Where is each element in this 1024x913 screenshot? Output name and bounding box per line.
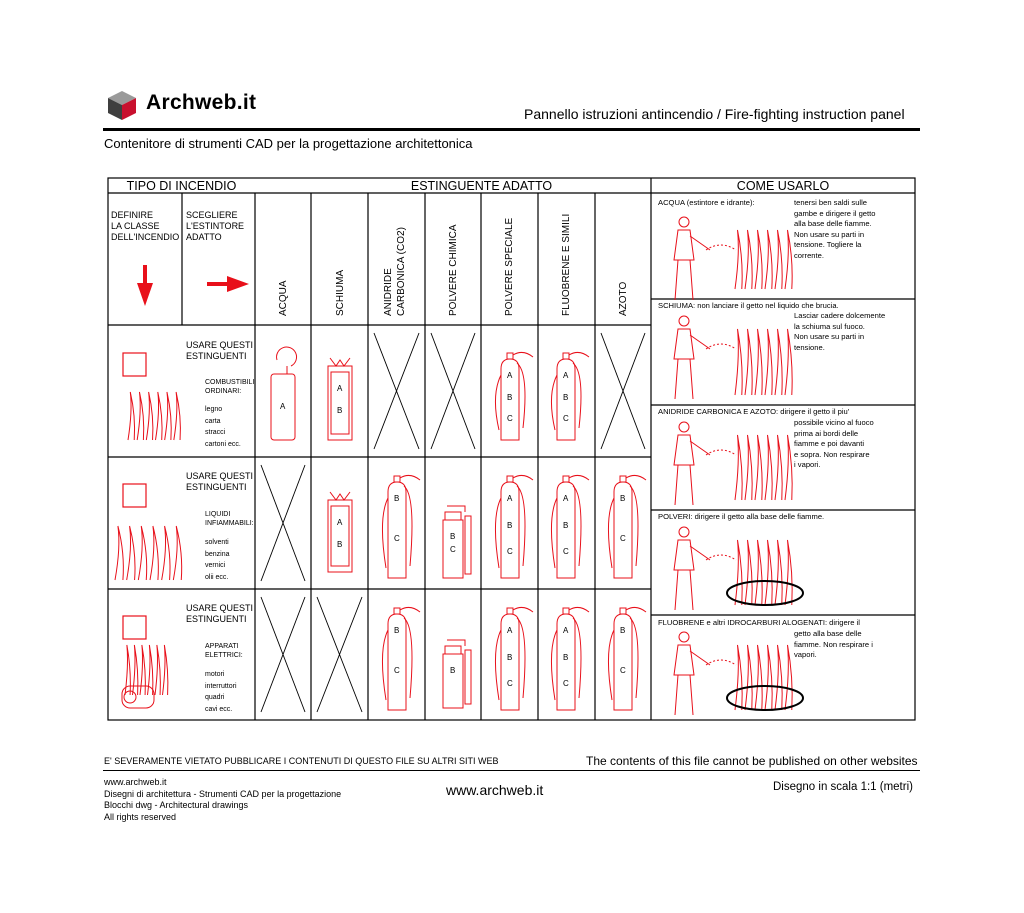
extinguisher-cylinder-icon (495, 475, 533, 578)
instr-fluobrene-title: FLUOBRENE e altri IDROCARBURI ALOGENATI: dirigere il (658, 618, 860, 627)
class-letter: A (563, 626, 569, 635)
row1-items: legno carta stracci cartoni ecc. (205, 406, 241, 448)
class-letter: C (450, 545, 456, 554)
spray-jet-icon (706, 450, 736, 455)
flame-icon (735, 435, 792, 500)
col-azoto: AZOTO (618, 281, 629, 316)
row3-items: motori interruttori quadri cavi ecc. (205, 671, 237, 713)
row2-use-label: USARE QUESTI ESTINGUENTI (186, 471, 254, 492)
row1-use-label: USARE QUESTI ESTINGUENTI (186, 340, 254, 361)
class-letter: A (563, 494, 569, 503)
header-extinguisher: ESTINGUENTE ADATTO (410, 179, 553, 193)
class-letter: B (507, 520, 513, 530)
brand-name[interactable]: Archweb.it (146, 91, 257, 114)
instr-acqua-title: ACQUA (estintore e idrante): (658, 198, 755, 207)
extinguisher-cylinder-icon (608, 607, 646, 710)
class-letter: B (620, 494, 626, 503)
flame-icon (735, 540, 792, 605)
class-letter: B (563, 392, 569, 402)
instr-co2-body: possibile vicino al fuoco prima ai bordi delle fiamme e poi davanti e sopra. Non respirare i vapori. (794, 418, 874, 469)
row2-items: solventi benzina vernici olii ecc. (205, 539, 230, 581)
col-schiuma: SCHIUMA (335, 269, 346, 316)
instr-polveri-title: POLVERI: dirigere il getto alla base delle fiamme. (658, 512, 825, 521)
flame-icon (115, 526, 182, 580)
flame-icon (125, 645, 168, 695)
class-letter: A (563, 371, 569, 380)
class-letter: B (337, 540, 343, 549)
instr-acqua-body: tenersi ben saldi sulle gambe e dirigere il getto alla base delle fiamme. Non usare su parti in tensione. Togliere la corrente. (794, 198, 876, 260)
scale-note: Disegno in scala 1:1 (metri) (773, 781, 913, 793)
class-letter: C (620, 534, 626, 543)
col-polvere-speciale: POLVERE SPECIALE (504, 217, 515, 316)
extinguisher-cylinder-icon (382, 607, 420, 710)
class-letter: B (620, 626, 626, 635)
class-letter: B (337, 406, 343, 415)
col-define-class: DEFINIRE LA CLASSE DELL'INCENDIO (111, 210, 180, 242)
col-fluobrene: FLUOBRENE E SIMILI (561, 213, 572, 316)
flame-icon (735, 230, 792, 289)
class-letter: C (394, 666, 400, 675)
water-extinguisher-icon (271, 347, 297, 440)
row1-fire-type: COMBUSTIBILI ORDINARI: (205, 379, 255, 395)
instr-schiuma-title: SCHIUMA: non lanciare il getto nel liquido che brucia. (658, 301, 839, 310)
spray-jet-icon (706, 660, 736, 665)
class-letter: C (620, 666, 626, 675)
notice-italian: E' SEVERAMENTE VIETATO PUBBLICARE I CONTENUTI DI QUESTO FILE SU ALTRI SITI WEB (104, 756, 499, 766)
footer-info: www.archweb.it Disegni di architettura - Strumenti CAD per la progettazione Blocchi dwg - Architectural drawings All rights reserved (104, 777, 342, 822)
extinguisher-cylinder-icon (495, 607, 533, 710)
chemical-extinguisher-icon (443, 640, 471, 708)
chemical-extinguisher-icon (443, 506, 471, 578)
spray-jet-icon (706, 245, 736, 250)
class-letter: C (394, 534, 400, 543)
header-fire-type: TIPO DI INCENDIO (126, 179, 237, 193)
page-subtitle: Contenitore di strumenti CAD per la progettazione architettonica (104, 136, 473, 151)
col-acqua: ACQUA (278, 280, 289, 316)
footer-link[interactable]: www.archweb.it (104, 777, 167, 787)
class-letter: B (394, 626, 400, 635)
firefighter-figure-icon (674, 316, 710, 399)
header-how-to-use: COME USARLO (736, 179, 830, 193)
notice-english: The contents of this file cannot be published on other websites (586, 754, 918, 768)
spray-jet-icon (706, 344, 736, 349)
panel-title: Pannello istruzioni antincendio / Fire-fighting instruction panel (524, 106, 905, 122)
class-letter: B (507, 392, 513, 402)
extinguisher-cylinder-icon (382, 475, 420, 578)
firefighter-figure-icon (674, 527, 710, 610)
class-letter: C (507, 679, 513, 689)
foam-extinguisher-icon (328, 358, 352, 440)
class-letter: A (507, 626, 513, 635)
class-letter: B (563, 652, 569, 662)
class-letter: A (507, 371, 513, 380)
firefighter-figure-icon (674, 217, 710, 300)
spray-jet-icon (706, 555, 736, 560)
footer-site-link[interactable]: www.archweb.it (446, 782, 544, 798)
class-letter: A (280, 402, 286, 411)
class-letter: B (507, 652, 513, 662)
flame-icon (735, 645, 792, 710)
firefighter-figure-icon (674, 632, 710, 715)
col-choose-extinguisher: SCEGLIERE L'ESTINTORE ADATTO (186, 210, 245, 242)
class-letter: B (563, 520, 569, 530)
flame-icon (128, 392, 180, 440)
class-letter: A (507, 494, 513, 503)
class-letter: C (563, 547, 569, 557)
extinguisher-cylinder-icon (551, 352, 589, 440)
class-letter: A (337, 518, 343, 527)
col-carbonica: CARBONICA (CO2) (396, 227, 407, 316)
instr-co2-title: ANIDRIDE CARBONICA E AZOTO: dirigere il getto il piu' (658, 407, 850, 416)
extinguisher-cylinder-icon (495, 352, 533, 440)
col-polvere-chimica: POLVERE CHIMICA (448, 224, 459, 316)
col-anidride: ANIDRIDE (383, 268, 394, 316)
row3-use-label: USARE QUESTI ESTINGUENTI (186, 603, 254, 624)
class-letter: B (394, 494, 400, 503)
flame-icon (735, 329, 792, 395)
extinguisher-cylinder-icon (551, 475, 589, 578)
footer-rule (103, 770, 920, 771)
class-letter: C (507, 547, 513, 557)
class-letter: C (563, 414, 569, 424)
extinguisher-cylinder-icon (551, 607, 589, 710)
row2-fire-type: LIQUIDI INFIAMMABILI: (205, 511, 254, 527)
class-letter: C (563, 679, 569, 689)
instr-schiuma-body: Lasciar cadere dolcemente la schiuma sul fuoco. Non usare su parti in tensione. (794, 311, 886, 352)
firefighter-figure-icon (674, 422, 710, 505)
extinguisher-cylinder-icon (608, 475, 646, 578)
instr-fluobrene-body: getto alla base delle fiamme. Non respirare i vapori. (794, 629, 873, 659)
foam-extinguisher-icon (328, 492, 352, 572)
class-letter: A (337, 384, 343, 393)
row3-fire-type: APPARATI ELETTRICI: (205, 643, 243, 659)
class-letter: B (450, 532, 456, 541)
class-letter: B (450, 666, 456, 675)
class-letter: C (507, 414, 513, 424)
